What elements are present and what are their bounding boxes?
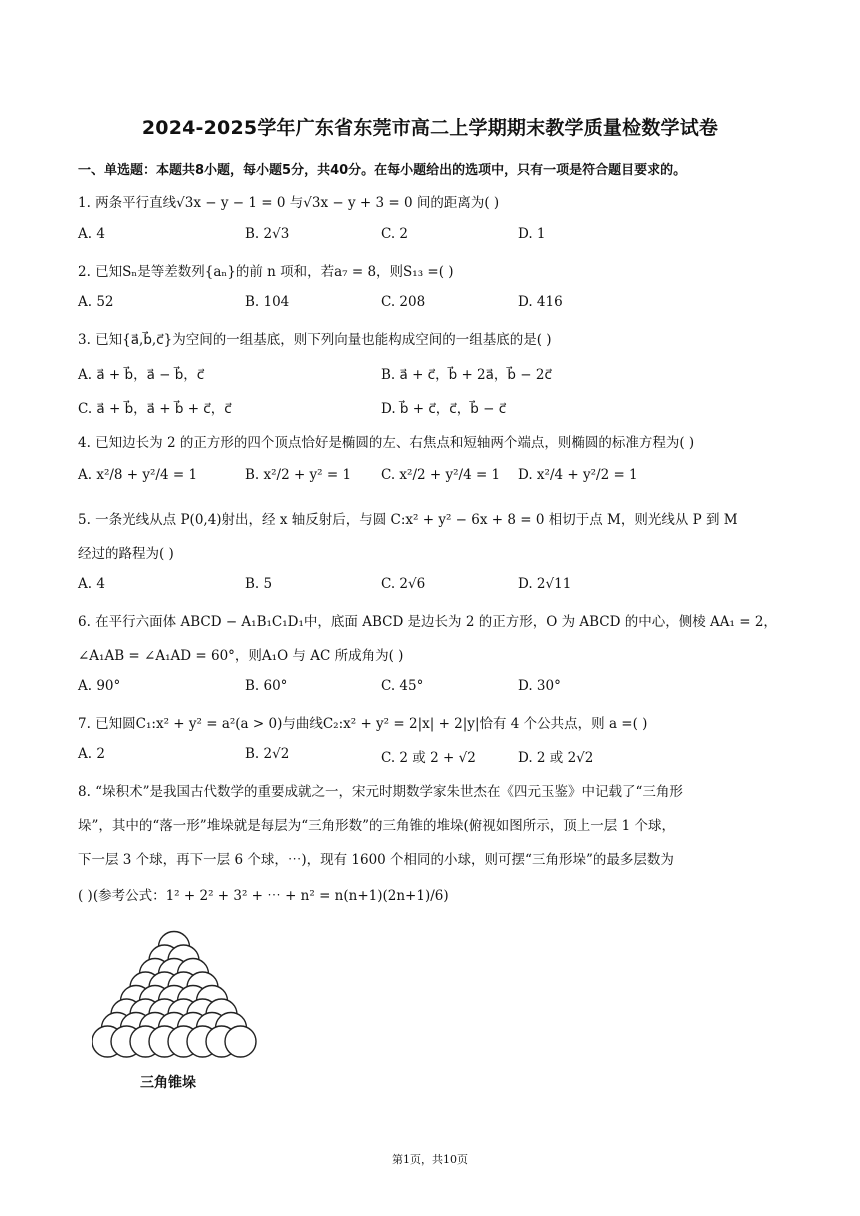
q6-option-a: A. 90° bbox=[78, 678, 121, 694]
q5-option-b: B. 5 bbox=[245, 576, 273, 592]
q5-option-d: D. 2√11 bbox=[518, 576, 572, 592]
q3-option-b: B. a⃗ + c⃗，b⃗ + 2a⃗，b⃗ − 2c⃗ bbox=[381, 367, 552, 383]
question-6-stem: 6. 在平行六面体 ABCD − A₁B₁C₁D₁中，底面 ABCD 是边长为 2 的正方形，O 为 ABCD 的中心，侧棱 AA₁ = 2， bbox=[78, 614, 777, 630]
section-heading: 一、单选题：本题共8小题，每小题5分，共40分。在每小题给出的选项中，只有一项是符合题目要求的。 bbox=[78, 163, 687, 178]
page-title: 2024-2025学年广东省东莞市高二上学期期末教学质量检数学试卷 bbox=[141, 117, 719, 139]
q2-option-d: D. 416 bbox=[518, 294, 563, 310]
q2-option-c: C. 208 bbox=[381, 294, 426, 310]
question-8-stem-cont-2: 下一层 3 个球，再下一层 6 个球，⋯)，现有 1600 个相同的小球，则可摆“三角形垛”的最多层数为 bbox=[78, 852, 674, 868]
q3-option-a: A. a⃗ + b⃗，a⃗ − b⃗，c⃗ bbox=[78, 367, 205, 383]
q7-option-b: B. 2√2 bbox=[245, 746, 290, 762]
q6-option-b: B. 60° bbox=[245, 678, 288, 694]
q1-option-b: B. 2√3 bbox=[245, 226, 290, 242]
question-2-stem: 2. 已知Sₙ是等差数列{aₙ}的前 n 项和，若a₇ = 8，则S₁₃ =( ) bbox=[78, 264, 454, 280]
q4-option-b: B. x²/2 + y² = 1 bbox=[245, 467, 352, 483]
q2-option-b: B. 104 bbox=[245, 294, 290, 310]
question-7-stem: 7. 已知圆C₁:x² + y² = a²(a > 0)与曲线C₂:x² + y² = 2|x| + 2|y|恰有 4 个公共点，则 a =( ) bbox=[78, 716, 648, 732]
q1-option-d: D. 1 bbox=[518, 226, 546, 242]
question-8-stem-cont-1: 垛”，其中的“落一形”堆垛就是每层为“三角形数”的三角锥的堆垛(俯视如图所示，顶上一层 1 个球， bbox=[78, 818, 675, 834]
question-3-stem: 3. 已知{a⃗,b⃗,c⃗}为空间的一组基底，则下列向量也能构成空间的一组基底的是( ) bbox=[78, 332, 552, 348]
question-6-stem-cont: ∠A₁AB = ∠A₁AD = 60°，则A₁O 与 AC 所成角为( ) bbox=[78, 648, 404, 664]
question-8-stem: 8. “垛积术”是我国古代数学的重要成就之一，宋元时期数学家朱世杰在《四元玉鉴》中记载了“三角形 bbox=[78, 784, 683, 800]
q4-option-a: A. x²/8 + y²/4 = 1 bbox=[78, 467, 198, 483]
page-footer: 第1页，共10页 bbox=[392, 1153, 468, 1166]
q3-option-d: D. b⃗ + c⃗，c⃗，b⃗ − c⃗ bbox=[381, 401, 507, 417]
q1-option-c: C. 2 bbox=[381, 226, 409, 242]
figure-caption: 三角锥垛 bbox=[140, 1075, 196, 1091]
q5-option-a: A. 4 bbox=[78, 576, 105, 592]
q2-option-a: A. 52 bbox=[78, 294, 114, 310]
ball-icon bbox=[225, 1026, 256, 1057]
question-5-stem-cont: 经过的路程为( ) bbox=[78, 546, 174, 562]
q6-option-c: C. 45° bbox=[381, 678, 424, 694]
q7-option-d: D. 2 或 2√2 bbox=[518, 750, 594, 766]
q7-option-a: A. 2 bbox=[78, 746, 105, 762]
q1-option-a: A. 4 bbox=[78, 226, 105, 242]
q6-option-d: D. 30° bbox=[518, 678, 561, 694]
question-8-stem-cont-3: ( )(参考公式：1² + 2² + 3² + ⋯ + n² = n(n+1)(2n+1)/6) bbox=[78, 888, 449, 904]
q4-option-d: D. x²/4 + y²/2 = 1 bbox=[518, 467, 638, 483]
triangular-pile-figure bbox=[92, 925, 267, 1095]
q4-option-c: C. x²/2 + y²/4 = 1 bbox=[381, 467, 501, 483]
question-5-stem: 5. 一条光线从点 P(0,4)射出，经 x 轴反射后，与圆 C:x² + y² − 6x + 8 = 0 相切于点 M，则光线从 P 到 M bbox=[78, 512, 738, 528]
q7-option-c: C. 2 或 2 + √2 bbox=[381, 750, 476, 766]
q3-option-c: C. a⃗ + b⃗，a⃗ + b⃗ + c⃗，c⃗ bbox=[78, 401, 232, 417]
q5-option-c: C. 2√6 bbox=[381, 576, 426, 592]
question-1-stem: 1. 两条平行直线√3x − y − 1 = 0 与√3x − y + 3 = 0 间的距离为( ) bbox=[78, 195, 500, 211]
question-4-stem: 4. 已知边长为 2 的正方形的四个顶点恰好是椭圆的左、右焦点和短轴两个端点，则椭圆的标准方程为( ) bbox=[78, 435, 695, 451]
